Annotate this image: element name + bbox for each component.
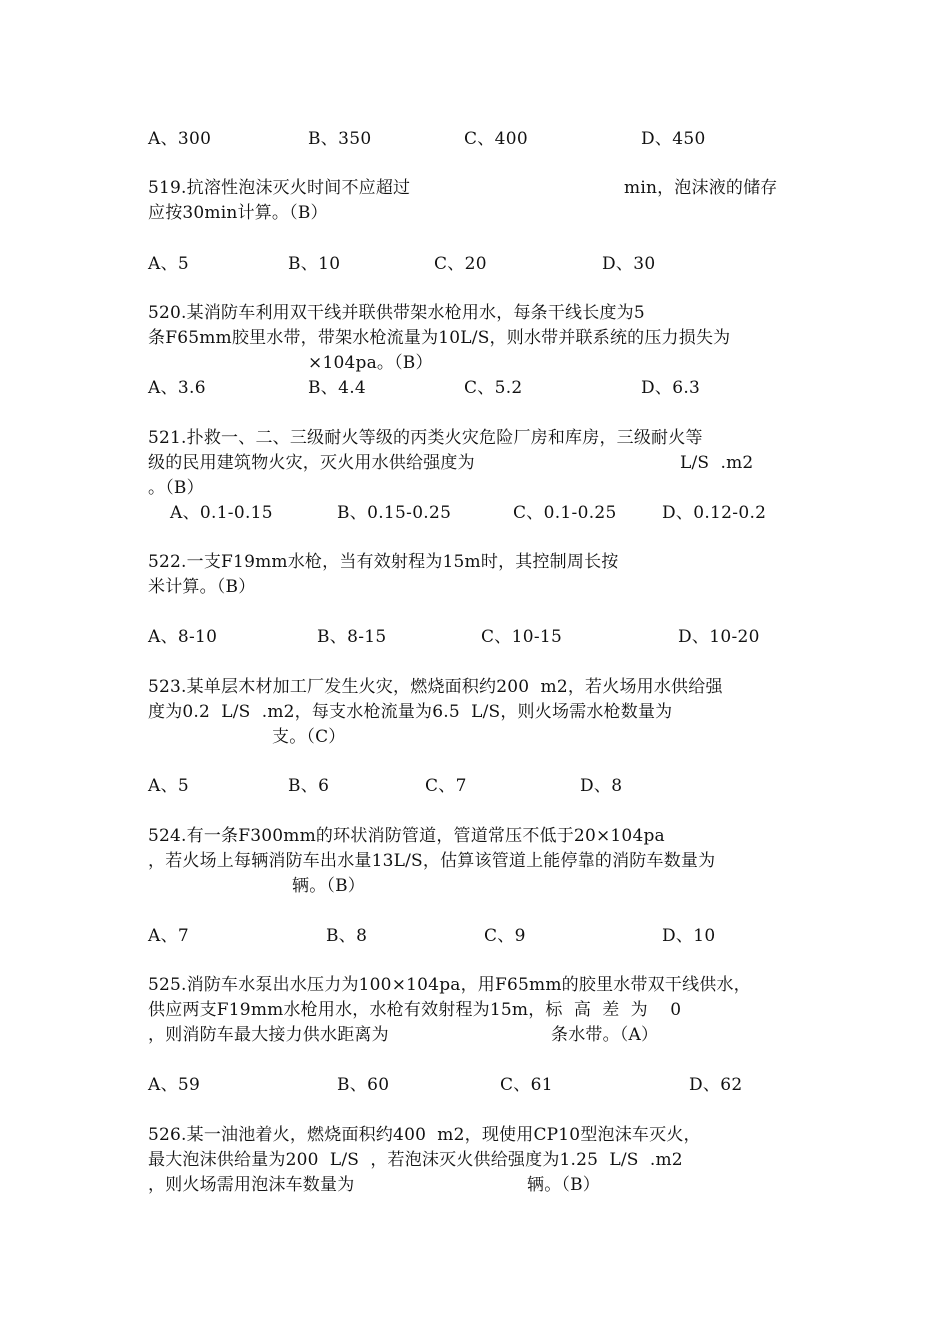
- option-c: C、9: [484, 926, 526, 946]
- option-b: B、8-15: [317, 627, 387, 647]
- question-text: 支。（C）: [272, 727, 346, 747]
- question-text: 524.有一条F300mm的环状消防管道，管道常压不低于20×104pa: [148, 826, 665, 846]
- option-d: D、8: [580, 776, 623, 796]
- question-text: 最大泡沫供给量为200 L/S ，若泡沫灭火供给强度为1.25 L/S .m2: [148, 1150, 683, 1170]
- option-a: A、300: [148, 129, 212, 149]
- option-a: A、8-10: [148, 627, 218, 647]
- option-d: D、62: [689, 1075, 743, 1095]
- option-d: D、30: [602, 254, 656, 274]
- option-c: C、0.1-0.25: [513, 503, 617, 523]
- question-text: 条F65mm胶里水带，带架水枪流量为10L/S，则水带并联系统的压力损失为: [148, 328, 731, 348]
- question-text: 523.某单层木材加工厂发生火灾，燃烧面积约200 m2，若火场用水供给强: [148, 677, 723, 697]
- question-text: 526.某一油池着火，燃烧面积约400 m2，现使用CP10型泡沫车灭火，: [148, 1125, 701, 1145]
- option-a: A、0.1-0.15: [170, 503, 273, 523]
- option-c: C、5.2: [464, 378, 523, 398]
- question-text: ×104pa。（B）: [308, 353, 433, 373]
- question-text: 辆。（B）: [527, 1175, 600, 1195]
- question-text: 供应两支F19mm水枪用水，水枪有效射程为15m，标 高 差 为 0: [148, 1000, 682, 1020]
- question-text: 辆。（B）: [292, 876, 365, 896]
- option-c: C、61: [500, 1075, 553, 1095]
- option-d: D、10: [662, 926, 716, 946]
- option-b: B、350: [308, 129, 372, 149]
- question-text: 520.某消防车利用双干线并联供带架水枪用水，每条干线长度为5: [148, 303, 645, 323]
- question-text: 525.消防车水泵出水压力为100×104pa，用F65mm的胶里水带双干线供水，: [148, 975, 751, 995]
- question-text: 条水带。（A）: [551, 1025, 659, 1045]
- question-text: 519.抗溶性泡沫灭火时间不应超过: [148, 178, 411, 198]
- option-a: A、5: [148, 254, 189, 274]
- option-a: A、3.6: [148, 378, 206, 398]
- option-d: D、450: [641, 129, 706, 149]
- option-b: B、4.4: [308, 378, 367, 398]
- option-a: A、5: [148, 776, 189, 796]
- question-text: 522.一支F19mm水枪，当有效射程为15m时，其控制周长按: [148, 552, 619, 572]
- option-c: C、20: [434, 254, 487, 274]
- option-b: B、0.15-0.25: [337, 503, 452, 523]
- question-text: 应按30min计算。（B）: [148, 203, 328, 223]
- option-c: C、7: [425, 776, 467, 796]
- option-c: C、400: [464, 129, 528, 149]
- question-text: L/S .m2: [680, 453, 754, 473]
- option-d: D、0.12-0.2: [662, 503, 767, 523]
- question-text: 级的民用建筑物火灾，灭火用水供给强度为: [148, 453, 475, 473]
- question-text: 米计算。（B）: [148, 577, 256, 597]
- question-text: 度为0.2 L/S .m2，每支水枪流量为6.5 L/S，则火场需水枪数量为: [148, 702, 673, 722]
- question-text: ，则消防车最大接力供水距离为: [148, 1025, 389, 1045]
- option-b: B、60: [337, 1075, 390, 1095]
- question-text: 。（B）: [148, 478, 204, 498]
- option-d: D、10-20: [678, 627, 760, 647]
- question-text: min，泡沫液的储存: [624, 178, 778, 198]
- option-b: B、6: [288, 776, 330, 796]
- question-text: ，则火场需用泡沫车数量为: [148, 1175, 355, 1195]
- question-text: 521.扑救一、二、三级耐火等级的丙类火灾危险厂房和库房，三级耐火等: [148, 428, 703, 448]
- option-d: D、6.3: [641, 378, 701, 398]
- option-b: B、10: [288, 254, 341, 274]
- question-text: ，若火场上每辆消防车出水量13L/S，估算该管道上能停靠的消防车数量为: [148, 851, 716, 871]
- option-a: A、7: [148, 926, 189, 946]
- option-c: C、10-15: [481, 627, 563, 647]
- option-b: B、8: [326, 926, 368, 946]
- option-a: A、59: [148, 1075, 201, 1095]
